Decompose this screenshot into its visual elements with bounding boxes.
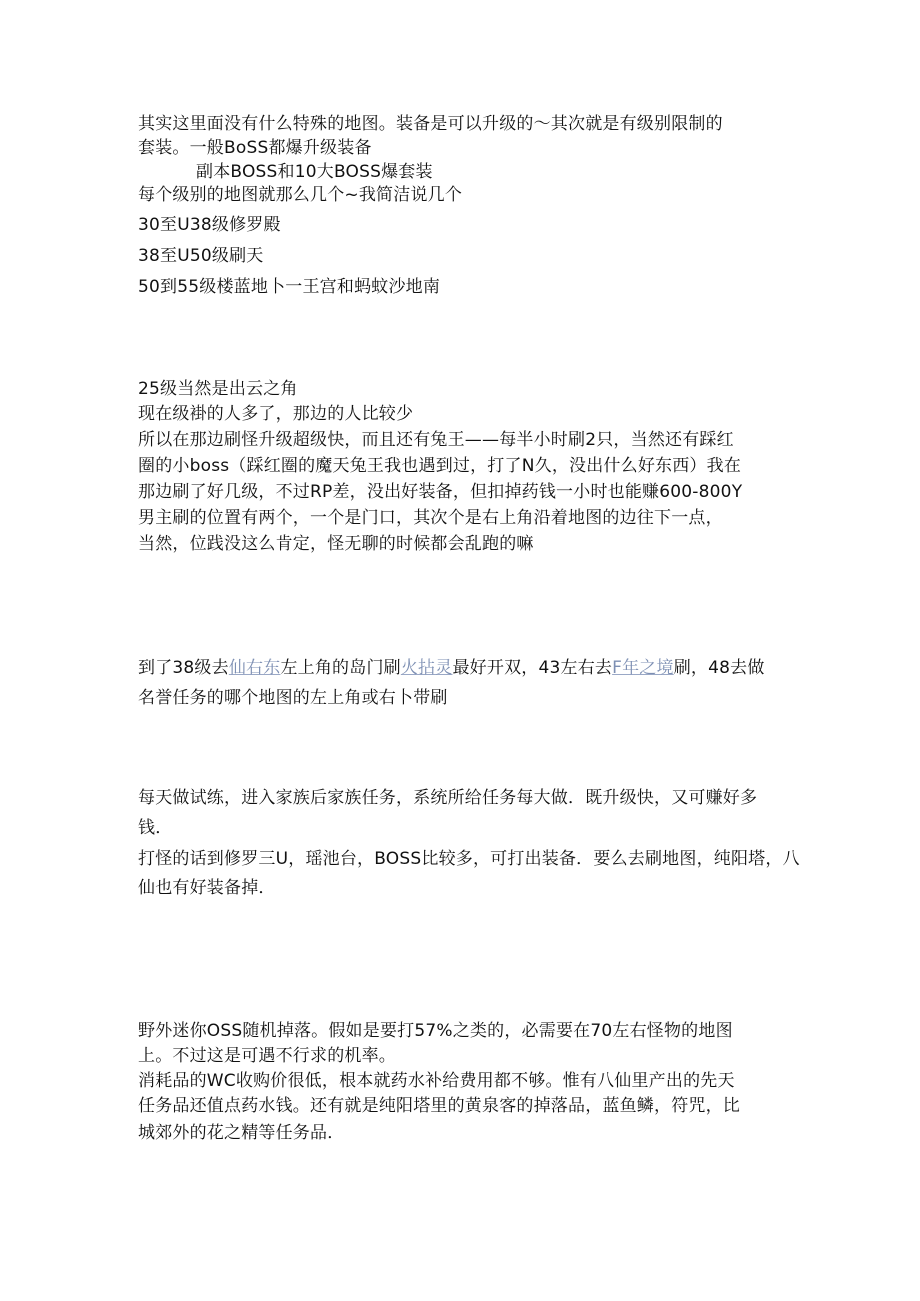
map-link-huozhanling[interactable]: 火拈灵 — [400, 658, 453, 678]
paragraph-line: 38至U50级刷天 — [138, 246, 264, 266]
text-span: 刷，48去做 — [673, 658, 765, 678]
paragraph-line: 每个级别的地图就那么几个~我简洁说几个 — [138, 185, 463, 205]
paragraph-line: 30至U38级修罗殿 — [138, 215, 281, 235]
paragraph-line: 城郊外的花之精等任务品． — [138, 1123, 345, 1143]
paragraph-line: 其实这里面没有什么特殊的地图。装备是可以升级的～其次就是有级别限制的 — [138, 114, 723, 134]
text-span: 到了38级去 — [138, 658, 229, 678]
paragraph-line: 副本BOSS和10大BOSS爆套装 — [196, 162, 433, 182]
map-link-nianzhijing[interactable]: F年之境 — [612, 658, 674, 678]
paragraph-line: 套装。一般BoSS都爆升级装备 — [138, 138, 372, 158]
paragraph-line: 男主刷的位置有两个，一个是门口，其次个是右上角沿着地图的边往下一点， — [138, 508, 723, 528]
paragraph-line: 那边刷了好几级，不过RP差，没出好装备，但扣掉药钱一小时也能赚600-800Y — [138, 482, 743, 502]
paragraph-line: 现在级褂的人多了，那边的人比较少 — [138, 404, 414, 424]
paragraph-line: 50到55级楼蓝地卜一王宫和蚂蚊沙地南 — [138, 277, 441, 297]
text-span: 左上角的岛门刷 — [280, 658, 401, 678]
paragraph-line: 圈的小boss（踩红圈的魔天兔王我也遇到过，打了N久，没出什么好东西）我在 — [138, 456, 742, 476]
paragraph-line: 25级当然是出云之角 — [138, 379, 298, 399]
paragraph-line — [138, 656, 765, 680]
paragraph-line: 上。不过这是可遇不行求的机率。 — [138, 1046, 396, 1066]
paragraph-line: 钱． — [138, 818, 173, 838]
paragraph-line: 所以在那边刷怪升级超级快，而且还有兔王——每半小时刷2只，当然还有踩红 — [138, 430, 734, 450]
paragraph-line: 仙也有好装备掉． — [138, 878, 276, 898]
text-span: 最好开双，43左右去 — [452, 658, 613, 678]
paragraph-line: 野外迷你OSS随机掉落。假如是要打57%之类的，必需要在70左右怪物的地图 — [138, 1021, 733, 1041]
map-link-xianyoudong[interactable]: 仙右东 — [228, 658, 281, 678]
paragraph-line: 打怪的话到修罗三U，瑶池台，BOSS比较多，可打出装备．要么去刷地图，纯阳塔，八 — [138, 849, 800, 869]
paragraph-line: 任务品还值点药水钱。还有就是纯阳塔里的黄泉客的掉落品，蓝鱼鳞，符咒，比 — [138, 1096, 740, 1116]
paragraph-line: 名誉任务的哪个地图的左上角或右卜带刷 — [138, 688, 448, 708]
paragraph-line: 当然，位践没这么肯定，怪无聊的时候都会乱跑的嘛 — [138, 534, 534, 554]
paragraph-line: 消耗品的WC收购价很低，根本就药水补给费用都不够。惟有八仙里产出的先天 — [138, 1071, 735, 1091]
paragraph-line: 每天做试练，进入家族后家族任务，系统所给任务每大做．既升级快，又可赚好多 — [138, 788, 758, 808]
